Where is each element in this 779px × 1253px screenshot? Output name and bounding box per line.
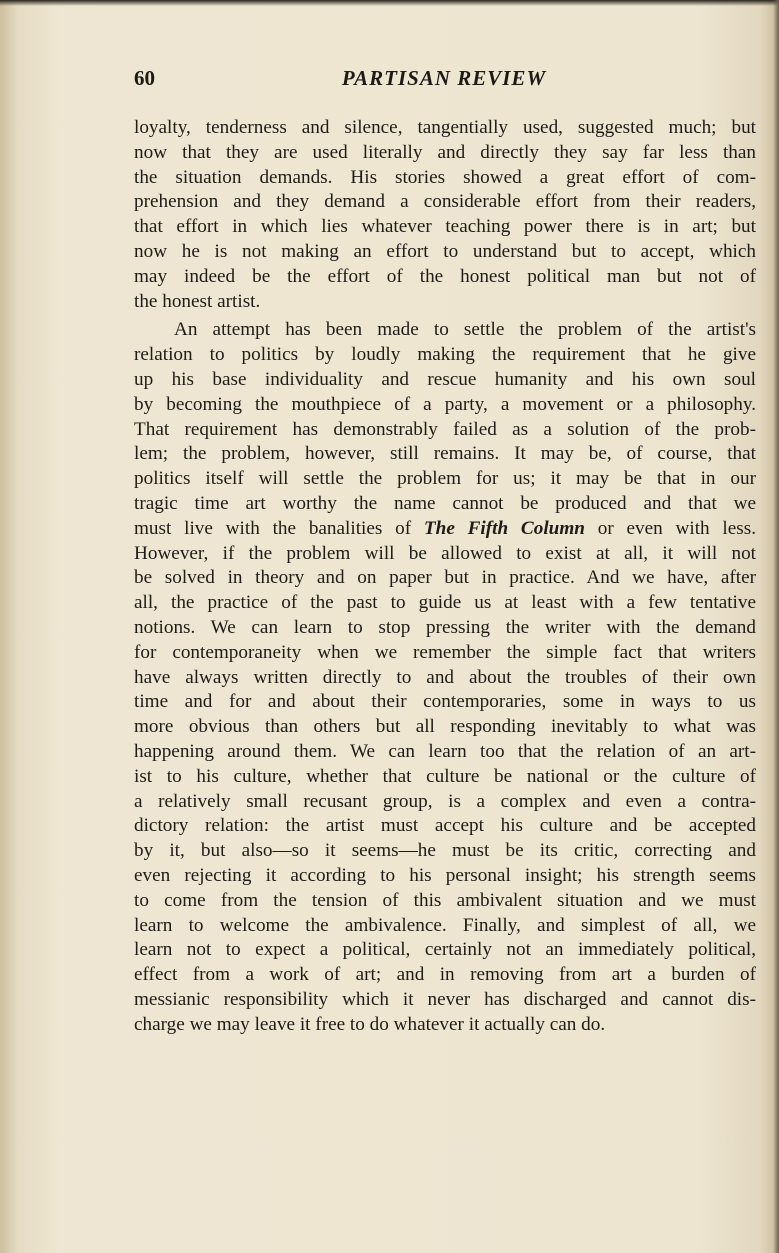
text-line: However, if the problem will be allowed to exist at all, it will not (134, 542, 756, 564)
page-number: 60 (134, 66, 155, 90)
text-line: have always written directly to and about the troubles of their own (134, 666, 756, 688)
text-line: relation to politics by loudly making the requirement that he give (134, 344, 756, 366)
text-line: all, the practice of the past to guide us at least with a few tentative (134, 592, 756, 614)
page-top-shadow (0, 0, 779, 6)
text-line: more obvious than others but all responding inevitably to what was (134, 716, 756, 738)
text-line: messianic responsibility which it never has discharged and cannot dis- (134, 988, 756, 1010)
text-line: for contemporaneity when we remember the simple fact that writers (134, 641, 756, 663)
paragraph-1 (134, 116, 756, 314)
text-line: now he is not making an effort to understand but to accept, which (134, 240, 756, 262)
text-line: learn to welcome the ambivalence. Finally, and simplest of all, we (134, 914, 756, 936)
text-line: charge we may leave it free to do whatever it actually can do. (134, 1013, 606, 1035)
page-header (134, 66, 754, 100)
text-line: to come from the tension of this ambivalent situation and we must (134, 889, 756, 911)
text-line: may indeed be the effort of the honest political man but not of (134, 265, 756, 287)
text-fragment: must live with the banalities of (134, 517, 424, 539)
text-line: lem; the problem, however, still remains. It may be, of course, that (134, 443, 756, 465)
text-line: dictory relation: the artist must accept his culture and be accepted (134, 815, 756, 837)
text-line: effect from a work of art; and in removing from art a burden of (134, 964, 756, 986)
text-line: the honest artist. (134, 290, 261, 312)
text-line: be solved in theory and on paper but in practice. And we have, after (134, 567, 756, 589)
text-line: that effort in which lies whatever teaching power there is in art; but (134, 216, 756, 238)
text-line: by it, but also—so it seems—he must be its critic, correcting and (134, 840, 756, 862)
text-line: An attempt has been made to settle the problem of the artist's (174, 319, 756, 341)
paragraph-2 (134, 318, 756, 1037)
text-line: learn not to expect a political, certainly not an immediately political, (134, 939, 756, 961)
text-line: tragic time art worthy the name cannot be produced and that we (134, 492, 756, 514)
text-line: by becoming the mouthpiece of a party, a movement or a philosophy. (134, 393, 756, 415)
book-title: The Fifth Column (423, 517, 585, 539)
running-title: PARTISAN REVIEW (341, 66, 547, 90)
text-line: That requirement has demonstrably failed as a solution of the prob- (134, 418, 756, 440)
text-line-with-title (134, 517, 756, 542)
body-text (134, 116, 756, 1037)
text-fragment: or even with less. (584, 517, 757, 539)
text-line: the situation demands. His stories showed a great effort of com- (134, 166, 756, 188)
text-line: notions. We can learn to stop pressing the writer with the demand (134, 616, 756, 638)
page-right-edge (773, 0, 779, 1253)
text-line: politics itself will settle the problem for us; it may be that in our (134, 468, 756, 490)
text-line: ist to his culture, whether that culture be national or the culture of (134, 765, 756, 787)
text-line: a relatively small recusant group, is a complex and even a contra- (134, 790, 756, 812)
text-line: loyalty, tenderness and silence, tangentially used, suggested much; but (134, 117, 756, 138)
text-line: even rejecting it according to his personal insight; his strength seems (134, 864, 756, 886)
text-line: up his base individuality and rescue humanity and his own soul (134, 368, 756, 390)
text-line: prehension and they demand a considerable effort from their readers, (134, 191, 756, 213)
text-line: happening around them. We can learn too that the relation of an art- (134, 740, 756, 762)
text-line: time and for and about their contemporaries, some in ways to us (134, 691, 756, 713)
text-line: now that they are used literally and directly they say far less than (134, 141, 756, 163)
